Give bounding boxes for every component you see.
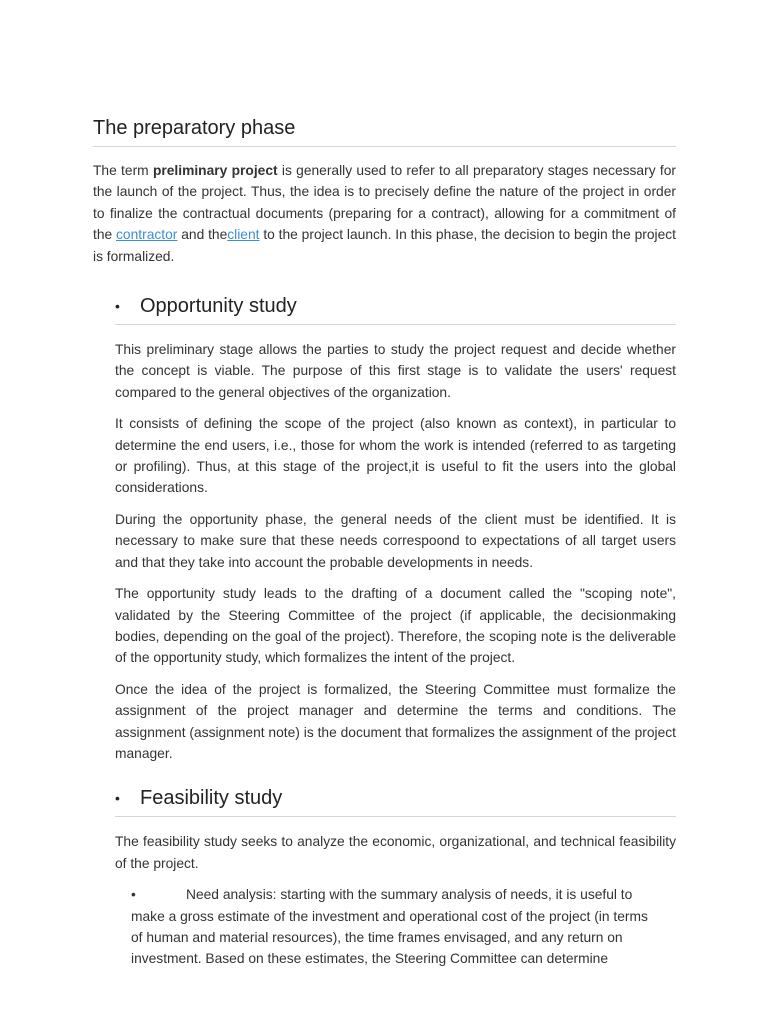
opportunity-paragraph-5: Once the idea of the project is formalized, the Steering Committee must formalize the assignment of the project manager and determine the terms and conditions. The assignment (assignment note) is the document that formalizes the assignment of the project manager. — [115, 681, 676, 761]
intro-text-2: is generally used to refer to all preparatory stages necessary for the launch of the project. Thus, the idea is to precisely define the nature of the project in order to finalize the contractual documents (preparing for a contract), allowing for a commitment of the — [93, 163, 676, 243]
opportunity-paragraph-1: This preliminary stage allows the parties to study the project request and decide whether the concept is viable. The purpose of this first stage is to validate the users' request compared to the general objectives of the organization. — [115, 342, 676, 400]
need-analysis-item — [131, 884, 651, 970]
intro-text-1: The term — [93, 163, 153, 178]
opportunity-heading — [115, 294, 676, 325]
opportunity-paragraph-2: It consists of defining the scope of the project (also known as context), in particular to determine the end users, i.e., those for whom the work is intended (referred to as targeting or profiling). Thus, at this stage of the project,it is useful to fit the users into the global considerations. — [115, 416, 676, 496]
need-analysis-text: Need analysis: starting with the summary analysis of needs, it is useful to make a gross estimate of the investment and operational cost of the project (in terms of human and material resources), the time frames envisaged, and any return on investment. Based on these estimates, the Steering Committee can determine — [131, 887, 648, 967]
bullet-icon: • — [115, 790, 120, 807]
feasibility-heading-text: Feasibility study — [140, 787, 283, 810]
intro-text-4: to the project launch. In this phase, the decision to begin the project is formalized. — [93, 227, 676, 264]
intro-bold-term: preliminary project — [152, 163, 278, 178]
feasibility-body — [115, 831, 676, 969]
bullet-icon: • — [115, 298, 120, 315]
contractor-link[interactable]: contractor — [116, 227, 178, 243]
feasibility-section — [93, 786, 676, 969]
opportunity-paragraph-3: During the opportunity phase, the general needs of the client must be identified. It is necessary to make sure that these needs correspoond to expectations of all target users and that they take into account the probable developments in needs. — [115, 511, 676, 570]
feasibility-paragraph-1: The feasibility study seeks to analyze the economic, organizational, and technical feasibility of the project. — [115, 834, 676, 871]
document-page — [93, 116, 676, 970]
intro-text-3: and the — [177, 227, 228, 243]
client-link[interactable]: client — [227, 227, 260, 243]
opportunity-heading-text: Opportunity study — [140, 295, 297, 318]
page-title: The preparatory phase — [93, 116, 676, 147]
opportunity-paragraph-4: The opportunity study leads to the drafting of a document called the "scoping note", validated by the Steering Committee of the project (if applicable, the decisionmaking bodies, depending on the goal of the project). Therefore, the scoping note is the deliverable of the opportunity study, which formalizes the intent of the project. — [115, 586, 676, 666]
sub-bullet-icon: • — [131, 887, 136, 903]
opportunity-body — [115, 339, 676, 764]
feasibility-heading — [115, 786, 676, 817]
intro-paragraph — [93, 160, 676, 267]
opportunity-section — [93, 294, 676, 764]
